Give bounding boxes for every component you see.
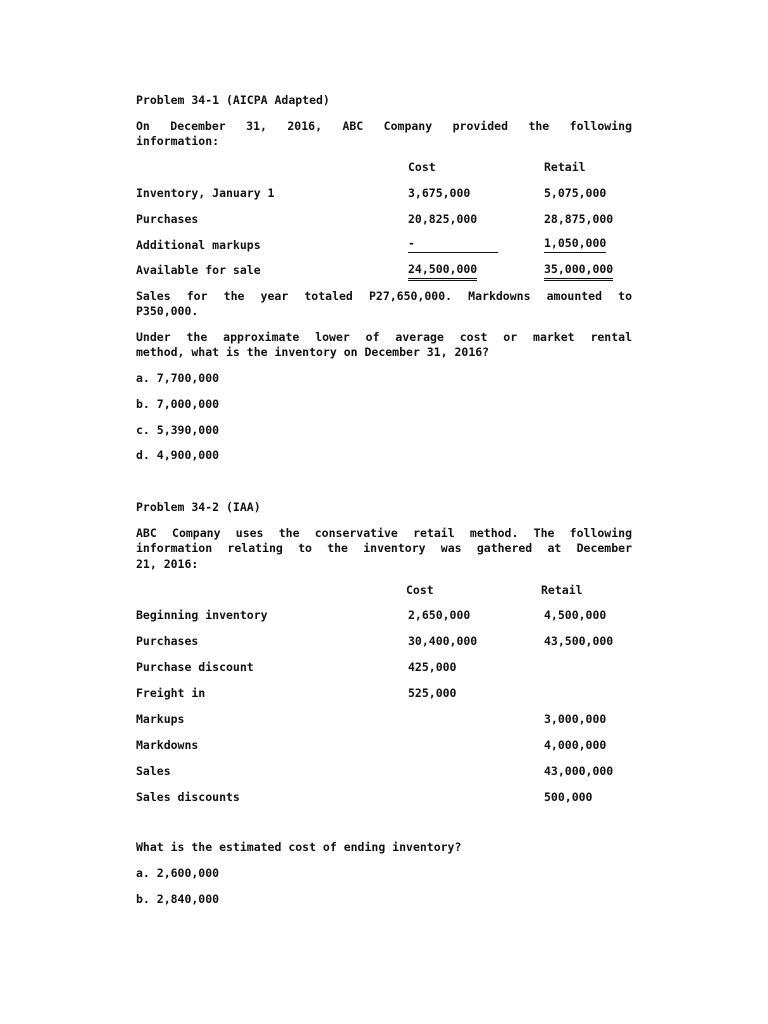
problem-1-total-label: Available for sale (136, 263, 261, 277)
problem-1-row-label: Additional markups (136, 238, 261, 252)
problem-1-header-retail: Retail (544, 160, 586, 174)
problem-2-intro-line-1: ABC Company uses the conservative retail method. The following (136, 526, 632, 540)
problem-2-option-a: a. 2,600,000 (136, 866, 220, 880)
problem-1-total-retail: 35,000,000 (544, 262, 613, 281)
problem-1-intro-line-1: On December 31, 2016, ABC Company provided the following (136, 119, 632, 133)
problem-1-row-retail: 5,075,000 (544, 186, 607, 200)
problem-1-intro-line-2: information: (136, 134, 220, 148)
problem-1-row-cost: - (408, 236, 498, 253)
problem-1-total-cost: 24,500,000 (408, 262, 477, 281)
problem-2-row-retail: 4,500,000 (544, 608, 607, 622)
problem-2-intro-line-2: information relating to the inventory was gathered at December (136, 541, 632, 555)
problem-2-row-retail: 3,000,000 (544, 712, 607, 726)
problem-2-row-label: Sales (136, 764, 171, 778)
problem-2-row-label: Beginning inventory (136, 608, 268, 622)
problem-2-row-cost: 525,000 (408, 686, 457, 700)
problem-1-row-label: Purchases (136, 212, 199, 226)
problem-1-option-a: a. 7,700,000 (136, 371, 220, 385)
problem-1-question-line-1: Under the approximate lower of average cost or market rental (136, 330, 632, 344)
problem-1-sales-line-2: P350,000. (136, 304, 199, 318)
problem-1-sales-line-1: Sales for the year totaled P27,650,000. Markdowns amounted to (136, 289, 632, 303)
problem-2-row-label: Sales discounts (136, 790, 240, 804)
problem-2-row-label: Freight in (136, 686, 206, 700)
problem-2-option-b: b. 2,840,000 (136, 892, 220, 906)
problem-2-title: Problem 34-2 (IAA) (136, 500, 261, 514)
problem-1-option-c: c. 5,390,000 (136, 423, 220, 437)
problem-2-row-label: Markups (136, 712, 185, 726)
problem-2-row-label: Markdowns (136, 738, 199, 752)
problem-1-row-retail: 28,875,000 (544, 212, 614, 226)
problem-2-row-cost: 2,650,000 (408, 608, 471, 622)
problem-2-row-retail: 43,500,000 (544, 634, 614, 648)
problem-1-title: Problem 34-1 (AICPA Adapted) (136, 93, 330, 107)
problem-2-row-retail: 4,000,000 (544, 738, 607, 752)
problem-1-header-cost: Cost (408, 160, 436, 174)
problem-1-question-line-2: method, what is the inventory on December 31, 2016? (136, 345, 490, 359)
problem-1-row-cost: 3,675,000 (408, 186, 471, 200)
problem-1-option-b: b. 7,000,000 (136, 397, 220, 411)
problem-2-header-retail: Retail (541, 583, 583, 597)
problem-2-header-cost: Cost (406, 583, 434, 597)
problem-1-row-cost: 20,825,000 (408, 212, 478, 226)
problem-2-row-retail: 43,000,000 (544, 764, 614, 778)
problem-2-row-label: Purchase discount (136, 660, 254, 674)
problem-1-row-label: Inventory, January 1 (136, 186, 275, 200)
problem-1-option-d: d. 4,900,000 (136, 448, 220, 462)
problem-2-row-retail: 500,000 (544, 790, 593, 804)
problem-2-intro-line-3: 21, 2016: (136, 557, 199, 571)
problem-2-row-cost: 425,000 (408, 660, 457, 674)
problem-2-row-cost: 30,400,000 (408, 634, 478, 648)
problem-1-row-retail: 1,050,000 (544, 236, 606, 253)
problem-2-row-label: Purchases (136, 634, 199, 648)
problem-2-question: What is the estimated cost of ending inventory? (136, 840, 462, 854)
